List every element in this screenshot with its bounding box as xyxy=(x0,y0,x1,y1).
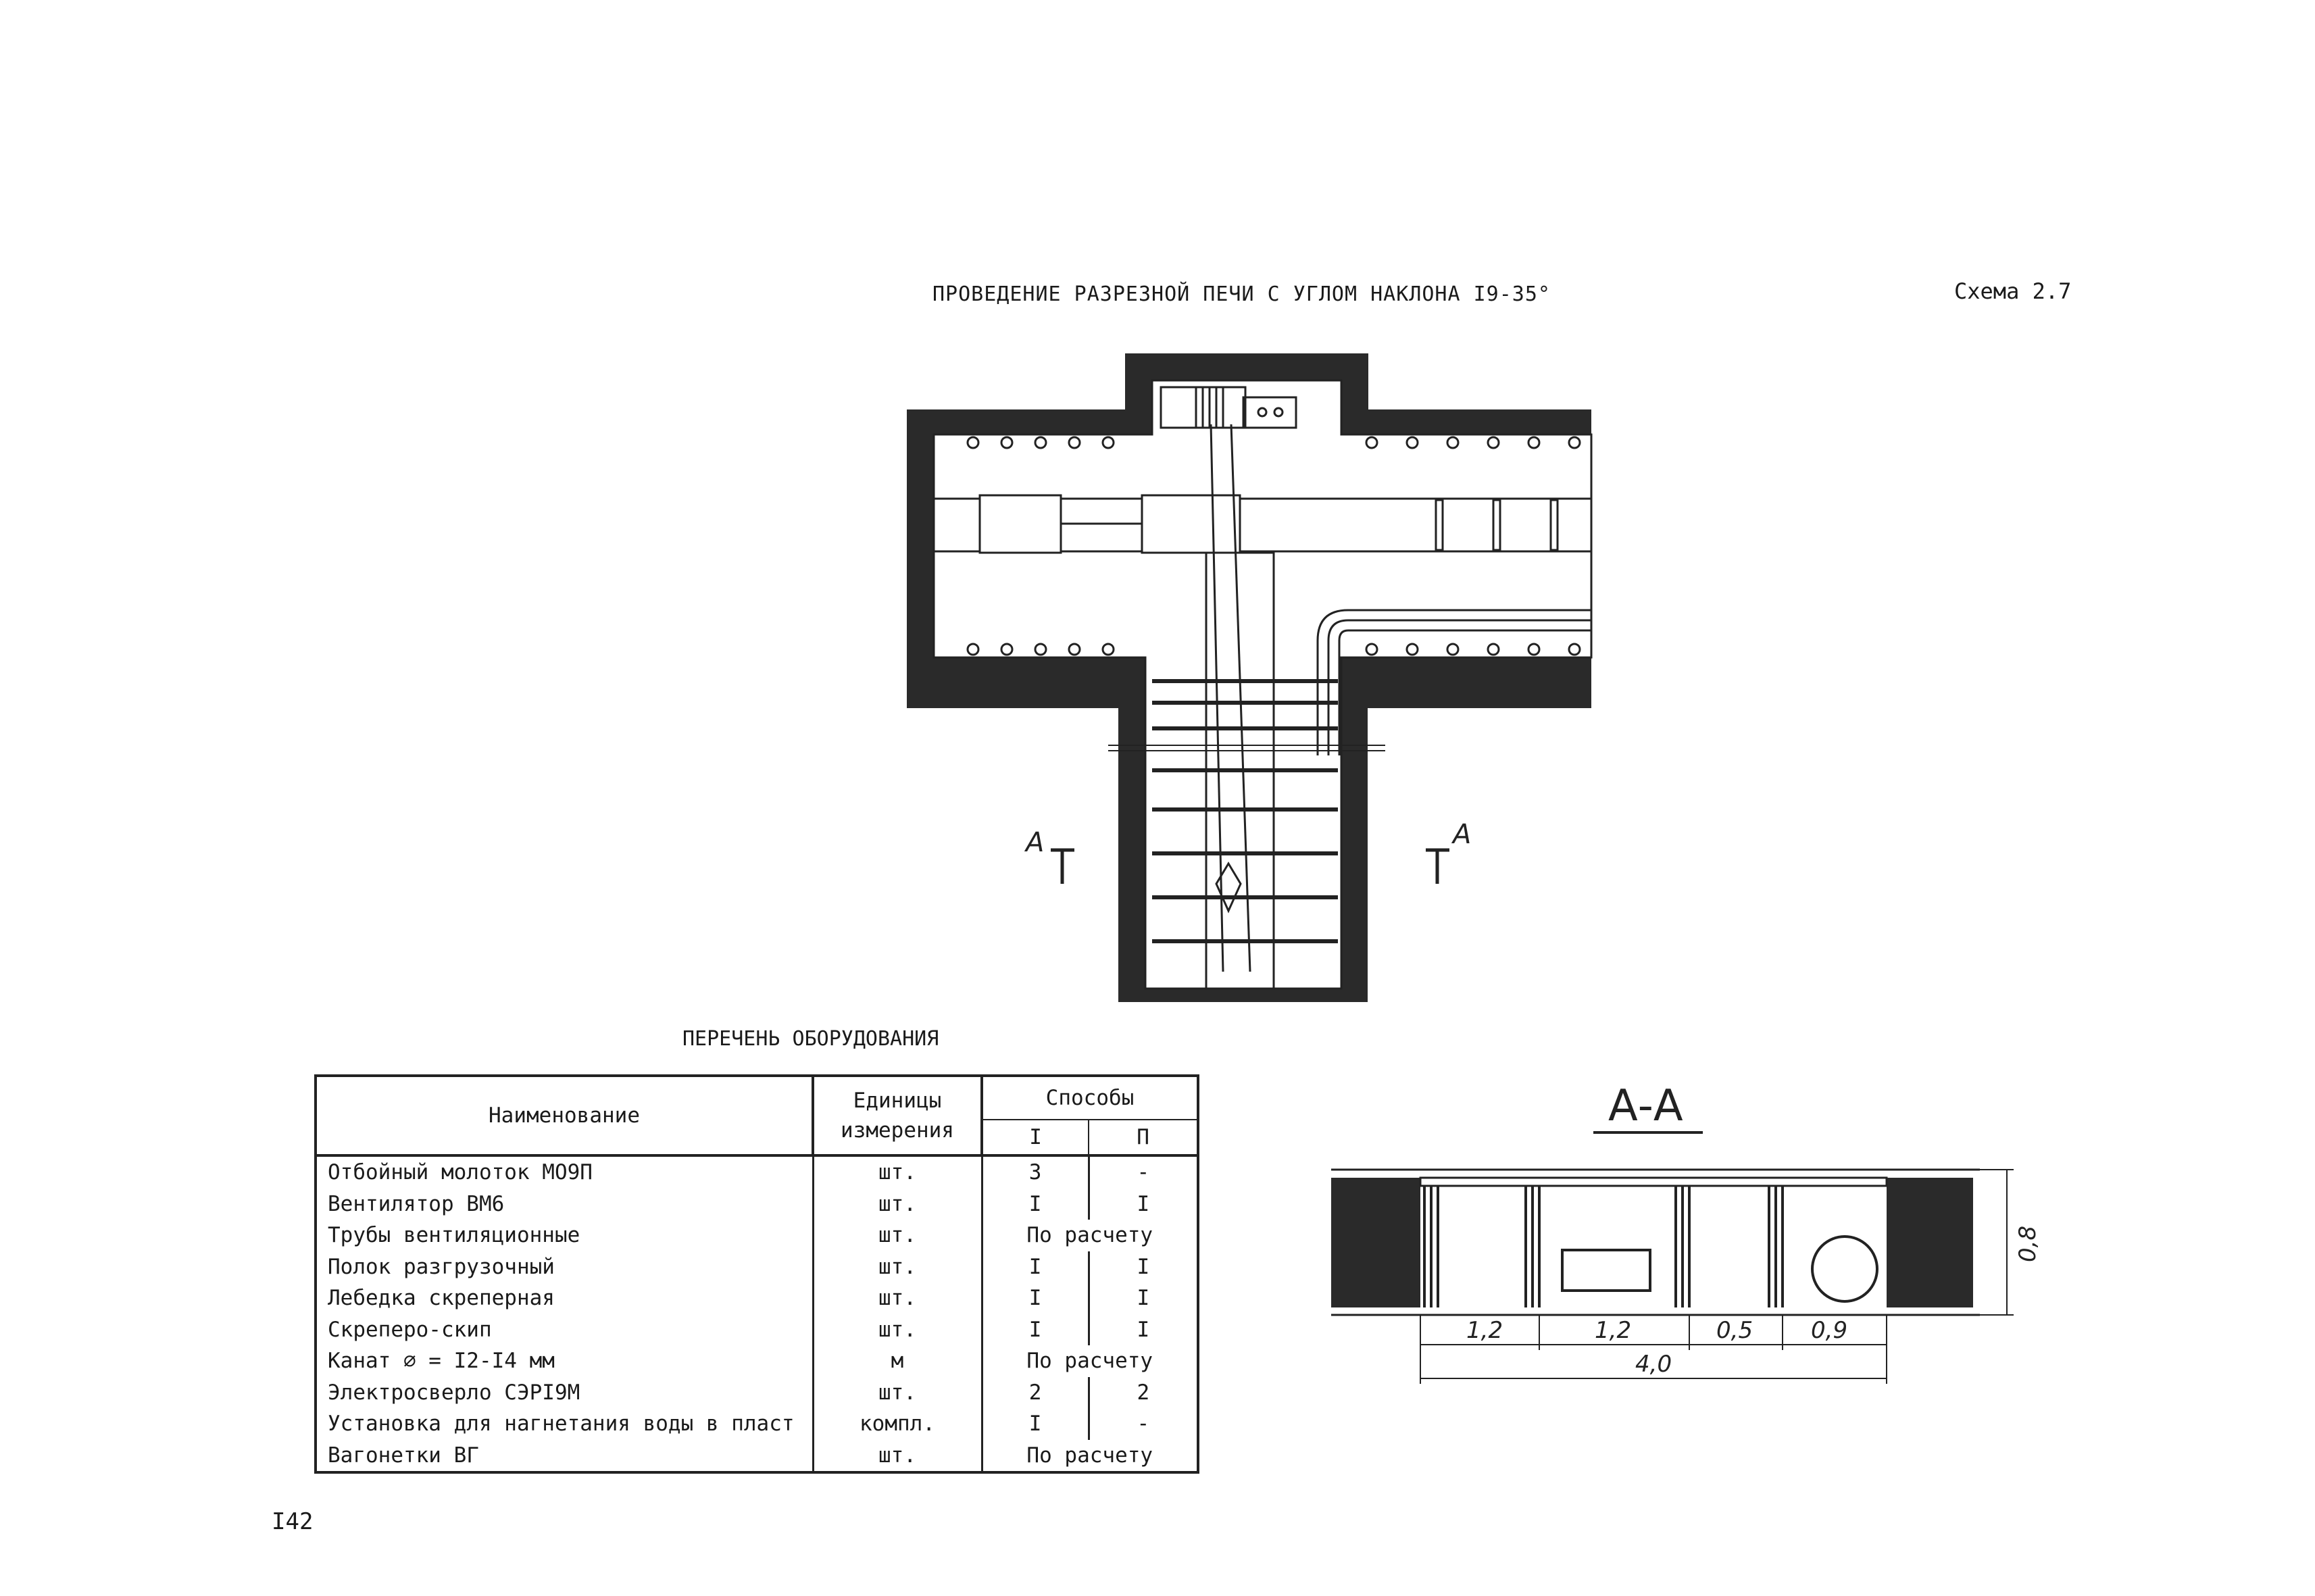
equipment-name: Вагонетки ВГ xyxy=(316,1440,813,1473)
header-method-1: I xyxy=(982,1120,1089,1155)
dim-segment-2: 1,2 xyxy=(1595,1317,1632,1344)
equipment-quantity-method-2: 2 xyxy=(1089,1377,1198,1409)
rock-walls xyxy=(1331,1178,1973,1307)
table-row xyxy=(316,1189,1198,1220)
scheme-label: Схема 2.7 xyxy=(1954,278,2072,304)
roof-plank xyxy=(1420,1178,1887,1186)
dim-total: 4,0 xyxy=(1635,1351,1672,1378)
equipment-quantity-method-2: I xyxy=(1089,1189,1198,1220)
table-row xyxy=(316,1408,1198,1440)
equipment-quantity-method-1: I xyxy=(982,1189,1089,1220)
equipment-unit: компл. xyxy=(813,1408,982,1440)
equipment-name: Установка для нагнетания воды в пласт xyxy=(316,1408,813,1440)
equipment-quantity-both: По расчету xyxy=(982,1220,1198,1251)
equipment-quantity-method-1: I xyxy=(982,1251,1089,1283)
equipment-quantity-method-1: 3 xyxy=(982,1155,1089,1189)
table-row xyxy=(316,1282,1198,1314)
equipment-name: Вентилятор ВМ6 xyxy=(316,1189,813,1220)
page-number: I42 xyxy=(272,1508,314,1535)
table-row xyxy=(316,1377,1198,1409)
table-row xyxy=(316,1220,1198,1251)
dim-height: 0,8 xyxy=(2014,1225,2041,1262)
equipment-quantity-method-2: I xyxy=(1089,1282,1198,1314)
section-marker-right xyxy=(1426,850,1449,884)
equipment-unit: м xyxy=(813,1345,982,1377)
section-equipment xyxy=(1562,1237,1877,1301)
page-title: ПРОВЕДЕНИЕ РАЗРЕЗНОЙ ПЕЧИ С УГЛОМ НАКЛОНА I9-35° xyxy=(932,282,1551,306)
equipment-table-body xyxy=(316,1155,1198,1472)
equipment-quantity-method-1: I xyxy=(982,1314,1089,1346)
table-row xyxy=(316,1345,1198,1377)
equipment-name: Канат ∅ = I2-I4 мм xyxy=(316,1345,813,1377)
equipment-quantity-method-1: 2 xyxy=(982,1377,1089,1409)
equipment-quantity-method-2: I xyxy=(1089,1314,1198,1346)
equipment-unit: шт. xyxy=(813,1377,982,1409)
equipment-quantity-method-2: - xyxy=(1089,1155,1198,1189)
equipment-unit: шт. xyxy=(813,1155,982,1189)
section-title: А-А xyxy=(1608,1081,1683,1131)
equipment-list-title: ПЕРЕЧЕНЬ ОБОРУДОВАНИЯ xyxy=(682,1027,939,1051)
equipment-unit: шт. xyxy=(813,1251,982,1283)
equipment-unit: шт. xyxy=(813,1282,982,1314)
dim-segment-4: 0,9 xyxy=(1811,1317,1848,1344)
section-marker-left xyxy=(1051,850,1074,884)
equipment-name: Лебедка скреперная xyxy=(316,1282,813,1314)
section-drawing xyxy=(1311,1073,2047,1424)
equipment-quantity-method-2: I xyxy=(1089,1251,1198,1283)
equipment-quantity-both: По расчету xyxy=(982,1440,1198,1473)
equipment-quantity-both: По расчету xyxy=(982,1345,1198,1377)
equipment-quantity-method-2: - xyxy=(1089,1408,1198,1440)
header-name: Наименование xyxy=(316,1076,813,1155)
section-marker-left-label: А xyxy=(1026,827,1045,858)
equipment-name: Скреперо-скип xyxy=(316,1314,813,1346)
equipment-unit: шт. xyxy=(813,1314,982,1346)
equipment-name: Электросверло СЭРI9М xyxy=(316,1377,813,1409)
header-method-2: П xyxy=(1089,1120,1198,1155)
header-units: Единицы измерения xyxy=(813,1076,982,1155)
table-row xyxy=(316,1251,1198,1283)
equipment-unit: шт. xyxy=(813,1440,982,1473)
equipment-unit: шт. xyxy=(813,1189,982,1220)
equipment-name: Отбойный молоток МО9П xyxy=(316,1155,813,1189)
equipment-quantity-method-1: I xyxy=(982,1408,1089,1440)
table-row xyxy=(316,1440,1198,1473)
equipment-name: Полок разгрузочный xyxy=(316,1251,813,1283)
equipment-quantity-method-1: I xyxy=(982,1282,1089,1314)
dim-segment-1: 1,2 xyxy=(1466,1317,1503,1344)
equipment-unit: шт. xyxy=(813,1220,982,1251)
equipment-name: Трубы вентиляционные xyxy=(316,1220,813,1251)
table-row xyxy=(316,1155,1198,1189)
equipment-table xyxy=(314,1074,1199,1474)
table-row xyxy=(316,1314,1198,1346)
ground-surface xyxy=(1331,1170,1980,1315)
header-methods: Способы xyxy=(982,1076,1198,1120)
plan-drawing xyxy=(899,350,1608,1012)
dim-segment-3: 0,5 xyxy=(1716,1317,1753,1344)
section-marker-right-label: А xyxy=(1453,819,1472,850)
